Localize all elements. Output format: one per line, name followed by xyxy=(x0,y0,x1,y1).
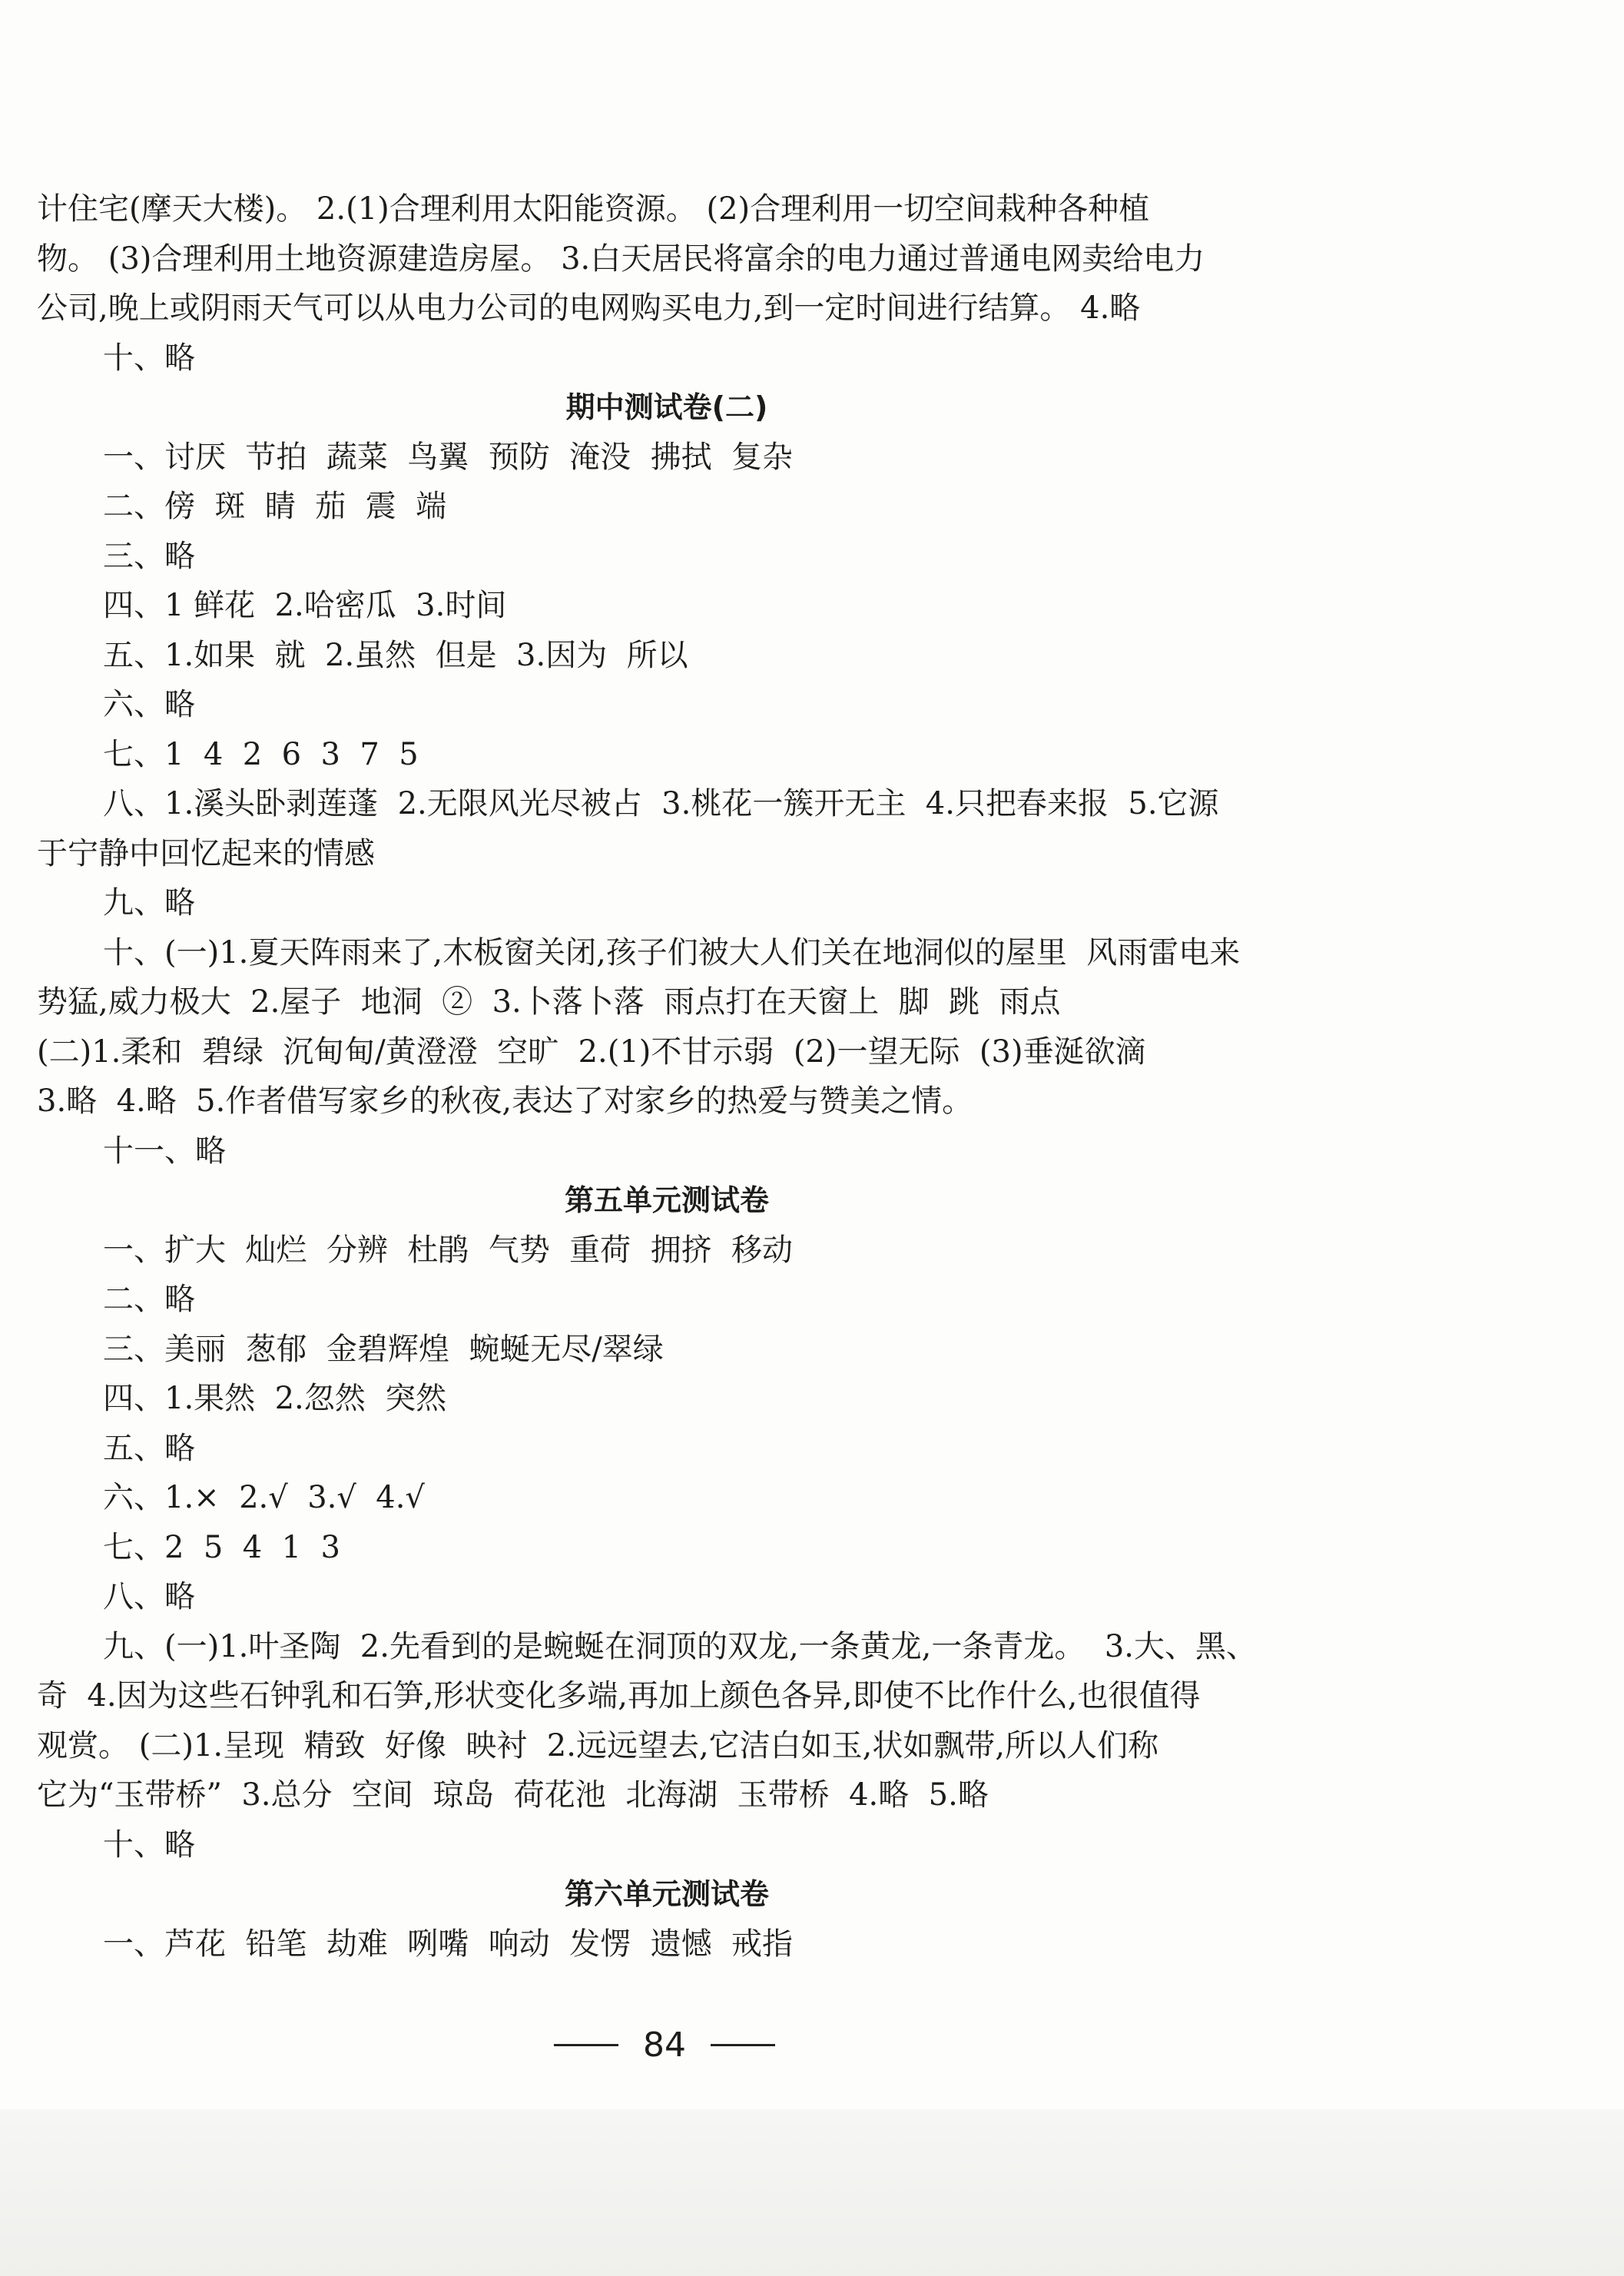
section-title: 第六单元测试卷 xyxy=(564,1877,769,1911)
answer-line: 势猛,威力极大 2.屋子 地洞 ② 3.卜落卜落 雨点打在天窗上 脚 跳 雨点 xyxy=(37,984,1061,1020)
answer-item: 十、略 xyxy=(103,1826,195,1863)
answer-item: 九、略 xyxy=(103,885,195,921)
section-title: 第五单元测试卷 xyxy=(564,1183,769,1217)
answer-item: 三、略 xyxy=(103,538,195,574)
answer-item: 十、略 xyxy=(103,340,195,376)
answer-item: 五、1.如果 就 2.虽然 但是 3.因为 所以 xyxy=(103,637,688,673)
answer-line: (二)1.柔和 碧绿 沉甸甸/黄澄澄 空旷 2.(1)不甘示弱 (2)一望无际 (3)垂涎欲滴 xyxy=(37,1033,1146,1070)
footer-rule-left xyxy=(554,2044,618,2046)
answer-item: 八、略 xyxy=(103,1579,195,1614)
answer-item: 七、2 5 4 1 3 xyxy=(103,1529,340,1565)
answer-item: 二、略 xyxy=(103,1282,195,1317)
answer-item: 一、芦花 铅笔 劫难 咧嘴 响动 发愣 遗憾 戒指 xyxy=(103,1926,794,1962)
answer-item: 四、1 鲜花 2.哈密瓜 3.时间 xyxy=(103,588,507,623)
answer-item: 八、1.溪头卧剥莲蓬 2.无限风光尽被占 3.桃花一簇开无主 4.只把春来报 5.它源 xyxy=(103,786,1219,821)
answer-item: 三、美丽 葱郁 金碧辉煌 蜿蜒无尽/翠绿 xyxy=(103,1331,664,1367)
answer-item: 一、扩大 灿烂 分辨 杜鹃 气势 重荷 拥挤 移动 xyxy=(103,1232,794,1268)
answer-item: 六、1.× 2.√ 3.√ 4.√ xyxy=(103,1480,425,1515)
answer-line: 公司,晚上或阴雨天气可以从电力公司的电网购买电力,到一定时间进行结算。 4.略 xyxy=(37,290,1141,326)
answer-item: 十一、略 xyxy=(103,1133,226,1169)
answer-text-body xyxy=(37,184,1312,1969)
answer-line: 于宁静中回忆起来的情感 xyxy=(37,835,375,871)
answer-line: 观赏。 (二)1.呈现 精致 好像 映衬 2.远远望去,它洁白如玉,状如飘带,所以人们称 xyxy=(37,1727,1159,1763)
answer-item: 六、略 xyxy=(103,687,195,722)
answer-line: 计住宅(摩天大楼)。 2.(1)合理利用太阳能资源。 (2)合理利用一切空间栽种各种植 xyxy=(37,191,1150,227)
answer-line: 奇 4.因为这些石钟乳和石笋,形状变化多端,再加上颜色各异,即使不比作什么,也很值得 xyxy=(37,1678,1201,1714)
answer-item: 九、(一)1.叶圣陶 2.先看到的是蜿蜒在洞顶的双龙,一条黄龙,一条青龙。 3.大、黑、 xyxy=(103,1628,1257,1664)
answer-item: 七、1 4 2 6 3 7 5 xyxy=(103,736,419,772)
answer-item: 十、(一)1.夏天阵雨来了,木板窗关闭,孩子们被大人们关在地洞似的屋里 风雨雷电来 xyxy=(103,934,1241,970)
footer-rule-right xyxy=(711,2044,775,2046)
page-number: 84 xyxy=(643,2026,686,2065)
answer-line: 物。 (3)合理利用土地资源建造房屋。 3.白天居民将富余的电力通过普通电网卖给电力 xyxy=(37,241,1205,277)
answer-item: 二、傍 斑 睛 茄 震 端 xyxy=(103,489,447,524)
page-footer xyxy=(0,2026,1329,2065)
answer-item: 四、1.果然 2.忽然 突然 xyxy=(103,1381,447,1416)
answer-item: 一、讨厌 节拍 蔬菜 鸟翼 预防 淹没 拂拭 复杂 xyxy=(103,439,794,475)
answer-line: 它为“玉带桥” 3.总分 空间 琼岛 荷花池 北海湖 玉带桥 4.略 5.略 xyxy=(37,1777,989,1813)
scan-margin xyxy=(0,2109,1624,2276)
section-title: 期中测试卷(二) xyxy=(565,390,768,424)
answer-line: 3.略 4.略 5.作者借写家乡的秋夜,表达了对家乡的热爱与赞美之情。 xyxy=(37,1083,973,1119)
answer-item: 五、略 xyxy=(103,1430,195,1466)
